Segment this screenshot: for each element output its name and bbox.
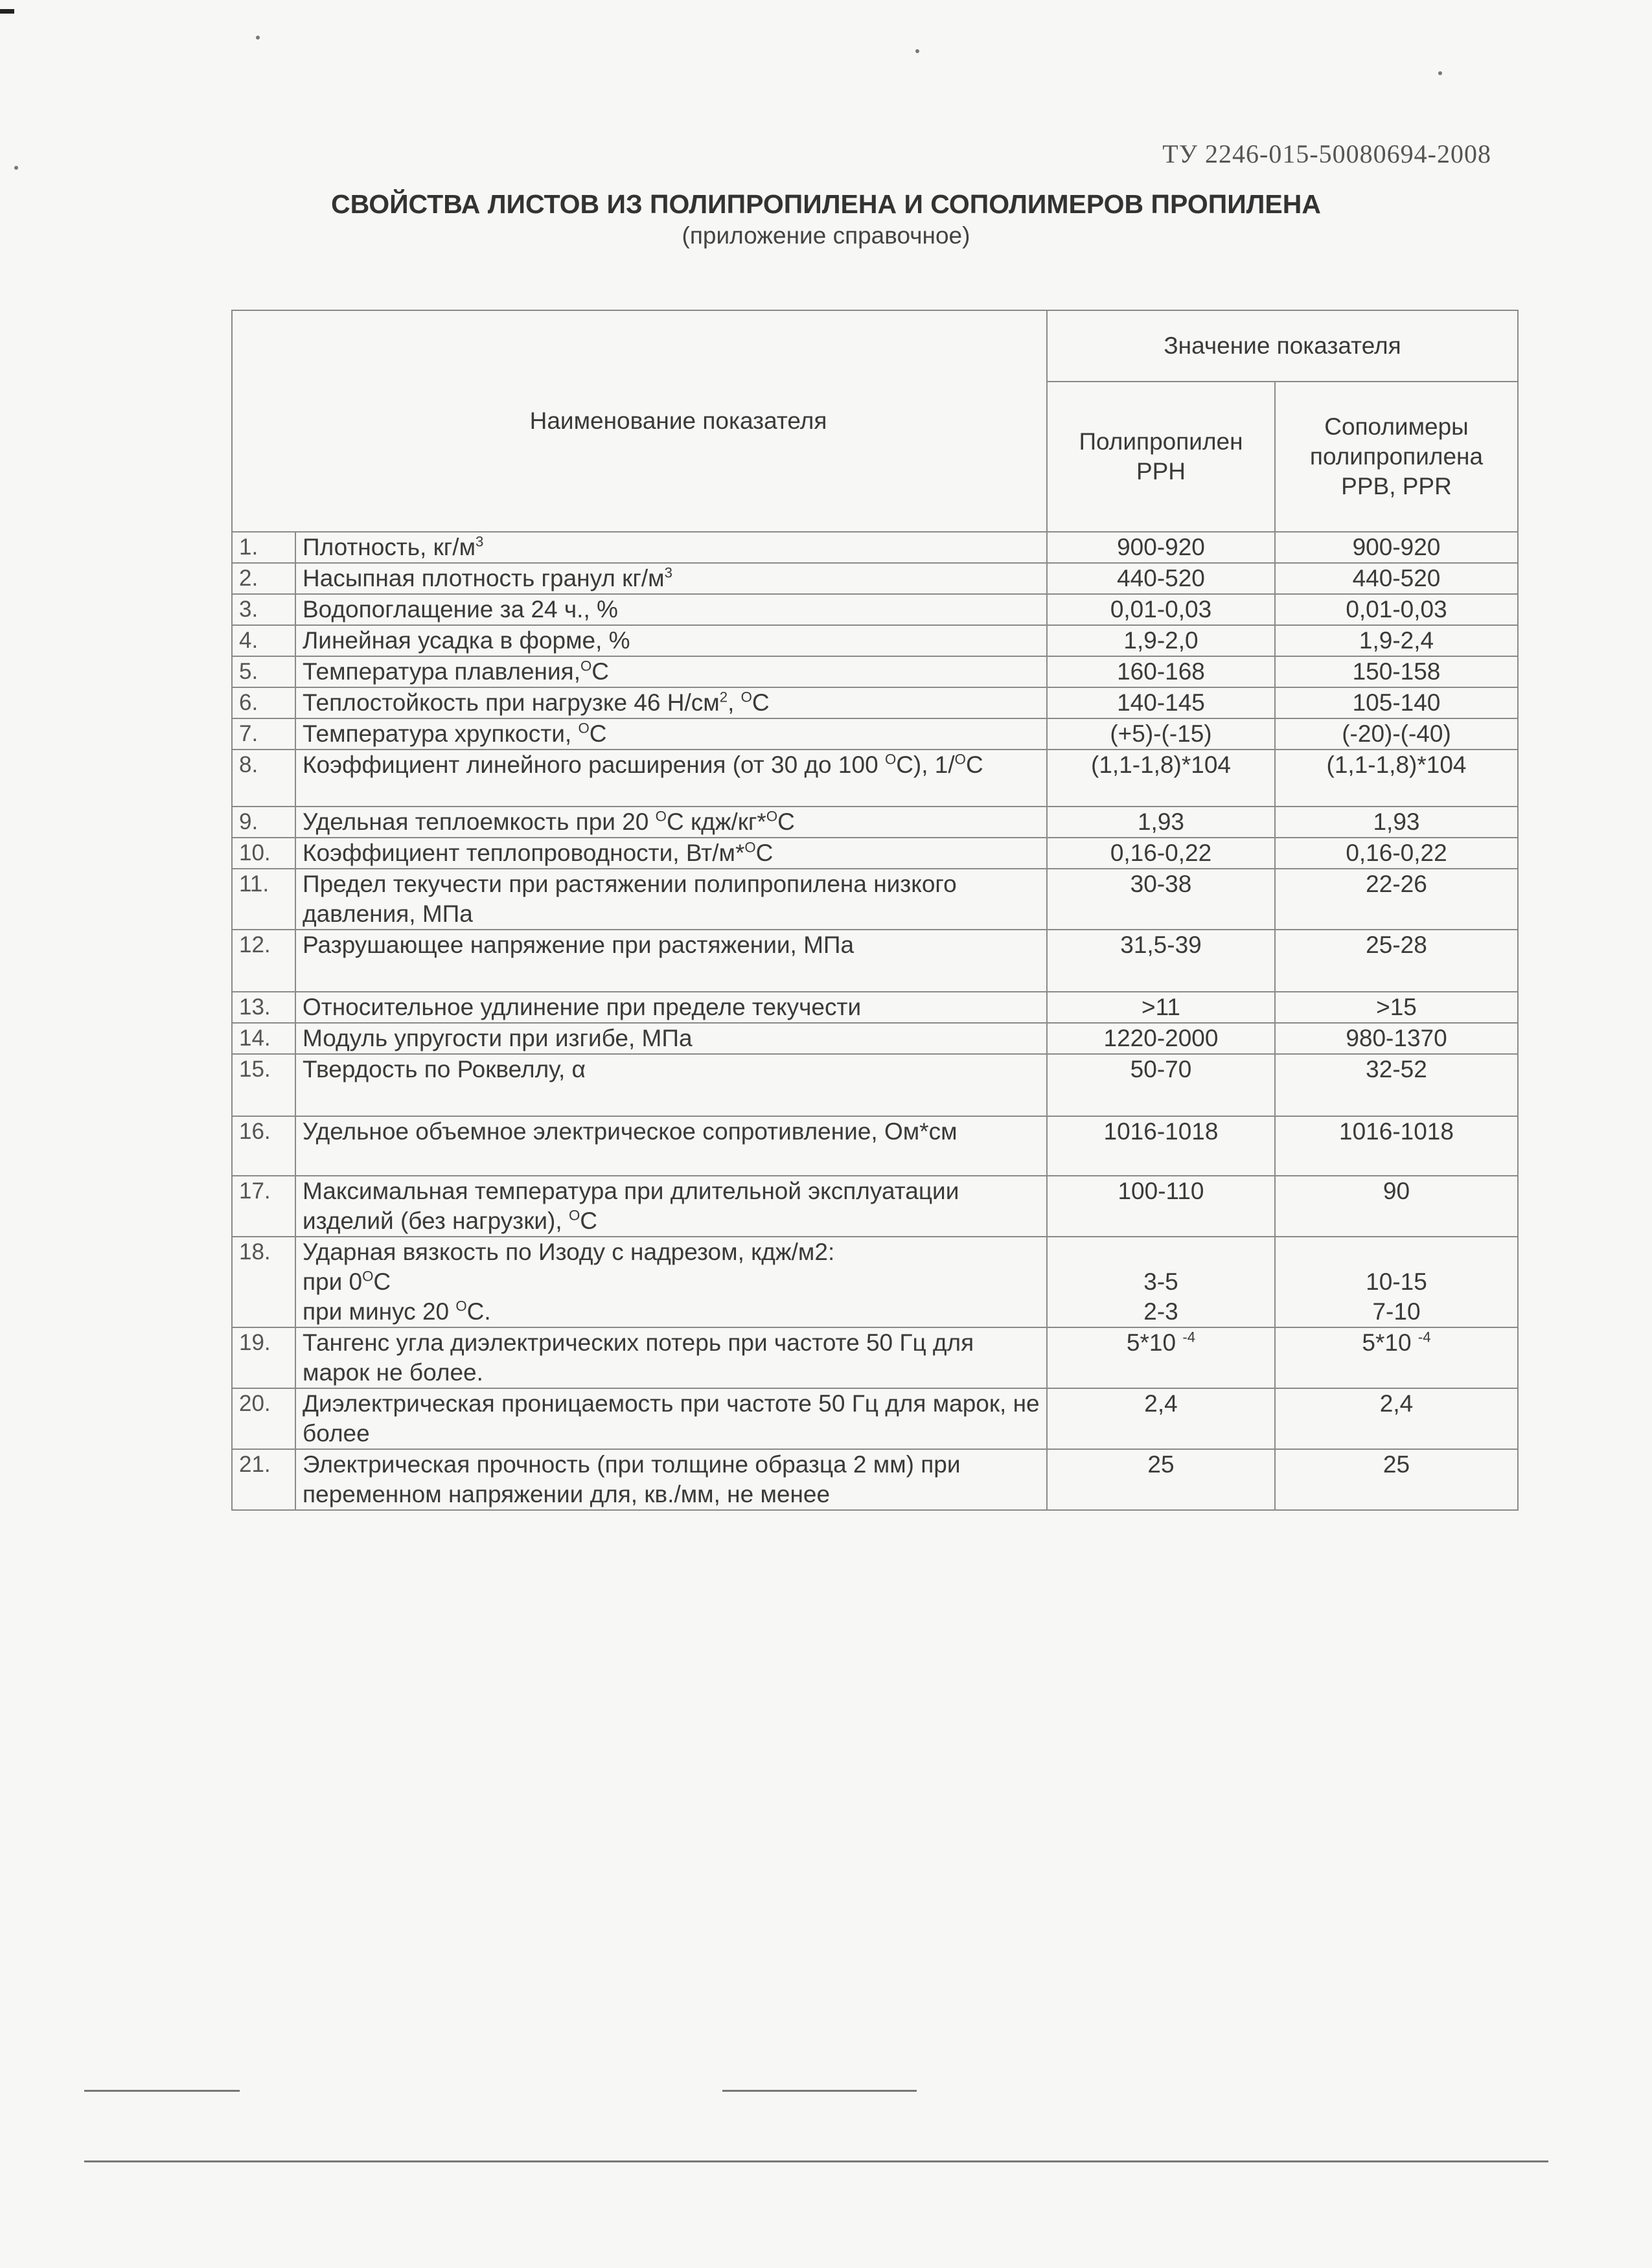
row-number: 4.: [232, 625, 295, 656]
row-name-text: Удельная теплоемкость при 20: [303, 808, 656, 835]
value-text: 25-28: [1366, 932, 1427, 958]
value-text: 440-520: [1352, 565, 1441, 591]
header-cop-line2: полипропилена: [1309, 443, 1484, 470]
value-text: 30-38: [1130, 871, 1192, 897]
scan-speck: [915, 49, 919, 53]
value-pp: [1047, 869, 1275, 930]
value-pp: [1047, 656, 1275, 687]
value-text: 1220-2000: [1103, 1025, 1219, 1051]
superscript: O: [568, 1207, 580, 1224]
value-pp: [1047, 1327, 1275, 1388]
row-name: [295, 687, 1047, 718]
value-copolymer: [1275, 1388, 1518, 1449]
row-name-text: Коэффициент линейного расширения (от 30 до 100: [303, 751, 885, 778]
value-copolymer: [1275, 656, 1518, 687]
row-name-text: Электрическая прочность (при толщине образца 2 мм) при переменном напряжении для, кв./мм, не менее: [303, 1451, 961, 1507]
row-number: 7.: [232, 718, 295, 750]
row-name-text: C: [751, 689, 770, 716]
value-copolymer: [1275, 1449, 1518, 1510]
table-row: [232, 838, 1518, 869]
row-name-text: C: [777, 808, 795, 835]
value-copolymer: [1275, 625, 1518, 656]
table-row: [232, 594, 1518, 625]
document-title: СВОЙСТВА ЛИСТОВ ИЗ ПОЛИПРОПИЛЕНА И СОПОЛИМЕРОВ ПРОПИЛЕНА: [331, 189, 1321, 219]
row-name-text: C: [591, 658, 609, 685]
row-number: 11.: [232, 869, 295, 930]
value-copolymer: [1275, 1054, 1518, 1116]
value-copolymer: [1275, 1327, 1518, 1388]
header-values-label: Значение показателя: [1164, 332, 1401, 359]
table-row: [232, 869, 1518, 930]
value-pp: [1047, 1388, 1275, 1449]
value-copolymer: [1275, 1176, 1518, 1237]
value-copolymer: [1275, 563, 1518, 594]
value-text: 90: [1382, 1178, 1410, 1204]
row-number: 5.: [232, 656, 295, 687]
value-copolymer: [1275, 687, 1518, 718]
value-pp: [1047, 750, 1275, 807]
row-name: [295, 1388, 1047, 1449]
row-name: [295, 807, 1047, 838]
row-name-text: Температура плавления,: [303, 658, 580, 685]
row-name: [295, 992, 1047, 1023]
superscript: -4: [1182, 1329, 1196, 1346]
value-text: 105-140: [1352, 689, 1441, 716]
row-number: 10.: [232, 838, 295, 869]
header-cop-line1: Сополимеры: [1324, 413, 1469, 440]
value-text: 440-520: [1117, 565, 1205, 591]
value-text: 1,93: [1373, 808, 1420, 835]
row-name-text: при 0: [303, 1268, 363, 1295]
value-pp: [1047, 1449, 1275, 1510]
row-number: 13.: [232, 992, 295, 1023]
value-text: (1,1-1,8)*104: [1326, 751, 1467, 778]
value-text: >15: [1376, 994, 1417, 1020]
table-row: [232, 1449, 1518, 1510]
value-text: 980-1370: [1346, 1025, 1447, 1051]
value-text: 0,01-0,03: [1346, 596, 1447, 623]
row-name: [295, 532, 1047, 563]
superscript: O: [455, 1298, 467, 1314]
value-pp: [1047, 1023, 1275, 1054]
scan-edge-mark: [0, 9, 14, 14]
row-name: [295, 1327, 1047, 1388]
row-name-text: ,: [728, 689, 741, 716]
value-pp: [1047, 1176, 1275, 1237]
row-name: [295, 1449, 1047, 1510]
row-number: 21.: [232, 1449, 295, 1510]
table-row: [232, 992, 1518, 1023]
row-name-text: Диэлектрическая проницаемость при частоте 50 Гц для марок, не более: [303, 1390, 1040, 1447]
row-name-text: Разрушающее напряжение при растяжении, МПа: [303, 932, 855, 958]
document-subtitle: (приложение справочное): [682, 222, 970, 249]
row-number: 12.: [232, 930, 295, 992]
table-row: [232, 930, 1518, 992]
row-name: [295, 563, 1047, 594]
row-name-text: Водопоглащение за 24 ч., %: [303, 596, 618, 623]
table-row: [232, 807, 1518, 838]
table-row: [232, 718, 1518, 750]
superscript: O: [578, 720, 590, 737]
value-copolymer: [1275, 532, 1518, 563]
value-pp: [1047, 718, 1275, 750]
header-values-group: [1047, 310, 1518, 382]
superscript: O: [744, 839, 756, 856]
value-pp: [1047, 1054, 1275, 1116]
value-text: 2-3: [1143, 1298, 1178, 1325]
value-text: 100-110: [1118, 1178, 1204, 1204]
value-copolymer: [1275, 869, 1518, 930]
value-pp: [1047, 594, 1275, 625]
value-text: >11: [1141, 994, 1181, 1020]
value-copolymer: [1275, 1116, 1518, 1176]
value-copolymer: [1275, 807, 1518, 838]
scan-line: [722, 2090, 917, 2092]
row-name: [295, 1023, 1047, 1054]
table-row: [232, 1176, 1518, 1237]
row-number: 14.: [232, 1023, 295, 1054]
row-name-text: C), 1/: [896, 751, 955, 778]
value-pp: [1047, 563, 1275, 594]
scan-speck: [1438, 71, 1442, 75]
table-row: [232, 563, 1518, 594]
superscript: O: [766, 808, 778, 825]
row-name-text: Насыпная плотность гранул кг/м: [303, 565, 665, 591]
scan-line: [84, 2160, 1548, 2162]
value-copolymer: [1275, 930, 1518, 992]
header-name-label: Наименование показателя: [529, 407, 827, 434]
scan-line: [84, 2090, 240, 2092]
row-name-text: Ударная вязкость по Изоду с надрезом, кдж/м2:: [303, 1239, 835, 1265]
row-name-text: Удельное объемное электрическое сопротивление, Ом*см: [303, 1118, 958, 1145]
value-copolymer: [1275, 594, 1518, 625]
superscript: -4: [1417, 1329, 1431, 1346]
table-row: [232, 687, 1518, 718]
value-pp: [1047, 930, 1275, 992]
row-name: [295, 750, 1047, 807]
row-name: [295, 718, 1047, 750]
row-number: 2.: [232, 563, 295, 594]
row-name-text: Плотность, кг/м: [303, 534, 476, 560]
value-pp: [1047, 625, 1275, 656]
row-name-text: Твердость по Роквеллу, α: [303, 1056, 586, 1082]
row-name: [295, 656, 1047, 687]
row-name-text: Теплостойкость при нагрузке 46 Н/см: [303, 689, 720, 716]
row-number: 3.: [232, 594, 295, 625]
row-name-text: Максимальная температура при длительной эксплуатации изделий (без нагрузки),: [303, 1178, 959, 1234]
value-text: 1016-1018: [1339, 1118, 1454, 1145]
row-number: 9.: [232, 807, 295, 838]
value-text: 140-145: [1117, 689, 1205, 716]
row-number: 18.: [232, 1237, 295, 1327]
header-copolymer: [1275, 382, 1518, 532]
value-pp: [1047, 687, 1275, 718]
table-row: [232, 750, 1518, 807]
value-text: 25: [1147, 1451, 1175, 1478]
row-name-text: Тангенс угла диэлектрических потерь при частоте 50 Гц для марок не более.: [303, 1329, 974, 1386]
superscript: O: [655, 808, 667, 825]
value-text: 25: [1382, 1451, 1410, 1478]
row-name-text: Температура хрупкости,: [303, 720, 579, 747]
superscript: O: [362, 1268, 374, 1285]
row-name: [295, 930, 1047, 992]
value-copolymer: [1275, 992, 1518, 1023]
row-number: 19.: [232, 1327, 295, 1388]
row-number: 17.: [232, 1176, 295, 1237]
row-name: [295, 1176, 1047, 1237]
superscript: O: [580, 658, 592, 674]
row-number: 6.: [232, 687, 295, 718]
value-text: 0,16-0,22: [1110, 840, 1212, 866]
value-text: (1,1-1,8)*104: [1091, 751, 1231, 778]
row-name-text: при минус 20: [303, 1298, 456, 1325]
row-name-text: Предел текучести при растяжении полипропилена низкого давления, МПа: [303, 871, 957, 927]
row-name: [295, 838, 1047, 869]
table-row: [232, 1388, 1518, 1449]
value-copolymer: [1275, 1023, 1518, 1054]
superscript: 2: [719, 689, 728, 705]
value-text: 5*10: [1126, 1329, 1183, 1356]
row-name-text: C: [580, 1208, 597, 1234]
superscript: O: [884, 751, 897, 768]
value-text: 32-52: [1366, 1056, 1427, 1082]
row-name: [295, 869, 1047, 930]
table-row: [232, 1327, 1518, 1388]
row-name-text: C.: [466, 1298, 491, 1325]
row-name: [295, 1237, 1047, 1327]
row-name: [295, 625, 1047, 656]
value-text: 2,4: [1379, 1390, 1414, 1417]
row-number: 20.: [232, 1388, 295, 1449]
value-pp: [1047, 1237, 1275, 1327]
header-cop-line3: PPB, PPR: [1341, 473, 1452, 499]
value-pp: [1047, 807, 1275, 838]
table-row: [232, 625, 1518, 656]
table-row: [232, 532, 1518, 563]
value-pp: [1047, 1116, 1275, 1176]
value-text: 2,4: [1144, 1390, 1178, 1417]
row-name-text: C: [589, 720, 607, 747]
superscript: O: [740, 689, 752, 705]
value-text: 1,93: [1137, 808, 1184, 835]
value-text: 10-15: [1366, 1268, 1427, 1295]
value-text: 900-920: [1117, 534, 1205, 560]
value-pp: [1047, 532, 1275, 563]
row-number: 8.: [232, 750, 295, 807]
superscript: 3: [476, 533, 484, 550]
value-copolymer: [1275, 750, 1518, 807]
row-name-text: C: [755, 840, 774, 866]
header-pp-line2: PPH: [1136, 458, 1186, 485]
table-row: [232, 1116, 1518, 1176]
table-row: [232, 1237, 1518, 1327]
table-row: [232, 656, 1518, 687]
value-text: 900-920: [1352, 534, 1441, 560]
value-text: 50-70: [1130, 1056, 1192, 1082]
value-text: 31,5-39: [1120, 932, 1202, 958]
properties-table: [231, 310, 1519, 1511]
value-text: (+5)-(-15): [1110, 720, 1212, 747]
row-name-text: Относительное удлинение при пределе текучести: [303, 994, 862, 1020]
scan-speck: [256, 36, 260, 40]
value-text: (-20)-(-40): [1342, 720, 1451, 747]
value-text: 160-168: [1117, 658, 1205, 685]
row-name-text: Линейная усадка в форме, %: [303, 627, 630, 654]
row-number: 15.: [232, 1054, 295, 1116]
value-text: 0,01-0,03: [1110, 596, 1212, 623]
row-name-text: C кдж/кг*: [666, 808, 766, 835]
value-pp: [1047, 992, 1275, 1023]
row-name-text: Модуль упругости при изгибе, МПа: [303, 1025, 693, 1051]
value-text: 150-158: [1352, 658, 1441, 685]
row-number: 16.: [232, 1116, 295, 1176]
table-row: [232, 1023, 1518, 1054]
value-text: 1,9-2,0: [1123, 627, 1199, 654]
header-name: [232, 310, 1047, 532]
value-pp: [1047, 838, 1275, 869]
value-copolymer: [1275, 1237, 1518, 1327]
row-name: [295, 1116, 1047, 1176]
row-name: [295, 594, 1047, 625]
row-name-text: C: [965, 751, 983, 778]
value-text: 1,9-2,4: [1359, 627, 1434, 654]
value-text: 22-26: [1366, 871, 1427, 897]
row-name-text: Коэффициент теплопроводности, Вт/м*: [303, 840, 745, 866]
header-pp: [1047, 382, 1275, 532]
row-name: [295, 1054, 1047, 1116]
header-pp-line1: Полипропилен: [1079, 428, 1243, 455]
value-copolymer: [1275, 838, 1518, 869]
value-text: 7-10: [1372, 1298, 1421, 1325]
value-text: 1016-1018: [1103, 1118, 1219, 1145]
value-text: 5*10: [1362, 1329, 1418, 1356]
row-name-text: C: [373, 1268, 391, 1295]
value-text: 3-5: [1143, 1268, 1178, 1295]
scan-speck: [14, 166, 18, 170]
superscript: 3: [664, 564, 672, 581]
value-copolymer: [1275, 718, 1518, 750]
table-row: [232, 1054, 1518, 1116]
document-code: ТУ 2246-015-50080694-2008: [1162, 139, 1491, 168]
value-text: 0,16-0,22: [1346, 840, 1447, 866]
superscript: O: [954, 751, 966, 768]
row-number: 1.: [232, 532, 295, 563]
